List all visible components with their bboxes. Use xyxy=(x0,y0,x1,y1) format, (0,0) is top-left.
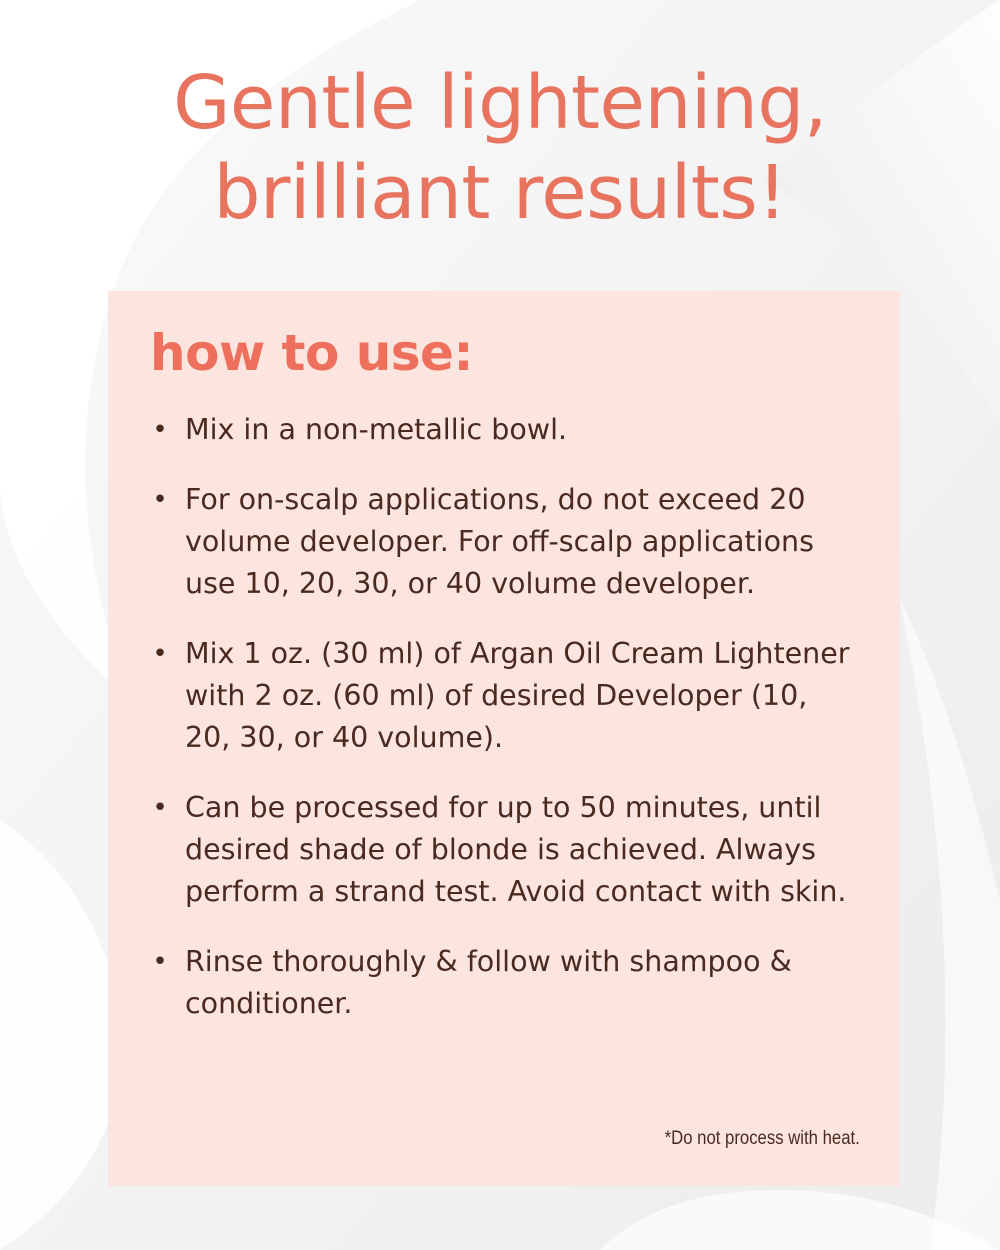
headline xyxy=(0,58,1000,238)
instruction-text: Can be processed for up to 50 minutes, until desired shade of blonde is achieved. Always perform a strand test. Avoid contact with skin. xyxy=(185,791,847,908)
instruction-text: Rinse thoroughly & follow with shampoo & conditioner. xyxy=(185,945,792,1020)
how-to-use-card xyxy=(108,291,900,1186)
instruction-item xyxy=(150,479,850,605)
instruction-item xyxy=(150,633,850,759)
instruction-list xyxy=(150,409,850,1053)
bullet-icon: • xyxy=(152,947,168,977)
bullet-icon: • xyxy=(152,793,168,823)
instruction-text: For on-scalp applications, do not exceed 20 volume developer. For off-scalp applications use 10, 20, 30, or 40 volume developer. xyxy=(185,483,814,600)
headline-line-1: Gentle lightening, xyxy=(173,60,827,146)
instruction-item xyxy=(150,409,850,451)
instruction-text: Mix 1 oz. (30 ml) of Argan Oil Cream Lightener with 2 oz. (60 ml) of desired Developer (10, 20, 30, or 40 volume). xyxy=(185,637,850,754)
instruction-item xyxy=(150,941,850,1025)
bullet-icon: • xyxy=(152,415,168,445)
headline-line-2: brilliant results! xyxy=(213,150,787,236)
instruction-text: Mix in a non-metallic bowl. xyxy=(185,413,568,446)
instruction-item xyxy=(150,787,850,913)
bullet-icon: • xyxy=(152,485,168,515)
heat-warning-footnote: *Do not process with heat. xyxy=(664,1128,860,1149)
how-to-use-title: how to use: xyxy=(150,324,473,382)
bullet-icon: • xyxy=(152,639,168,669)
